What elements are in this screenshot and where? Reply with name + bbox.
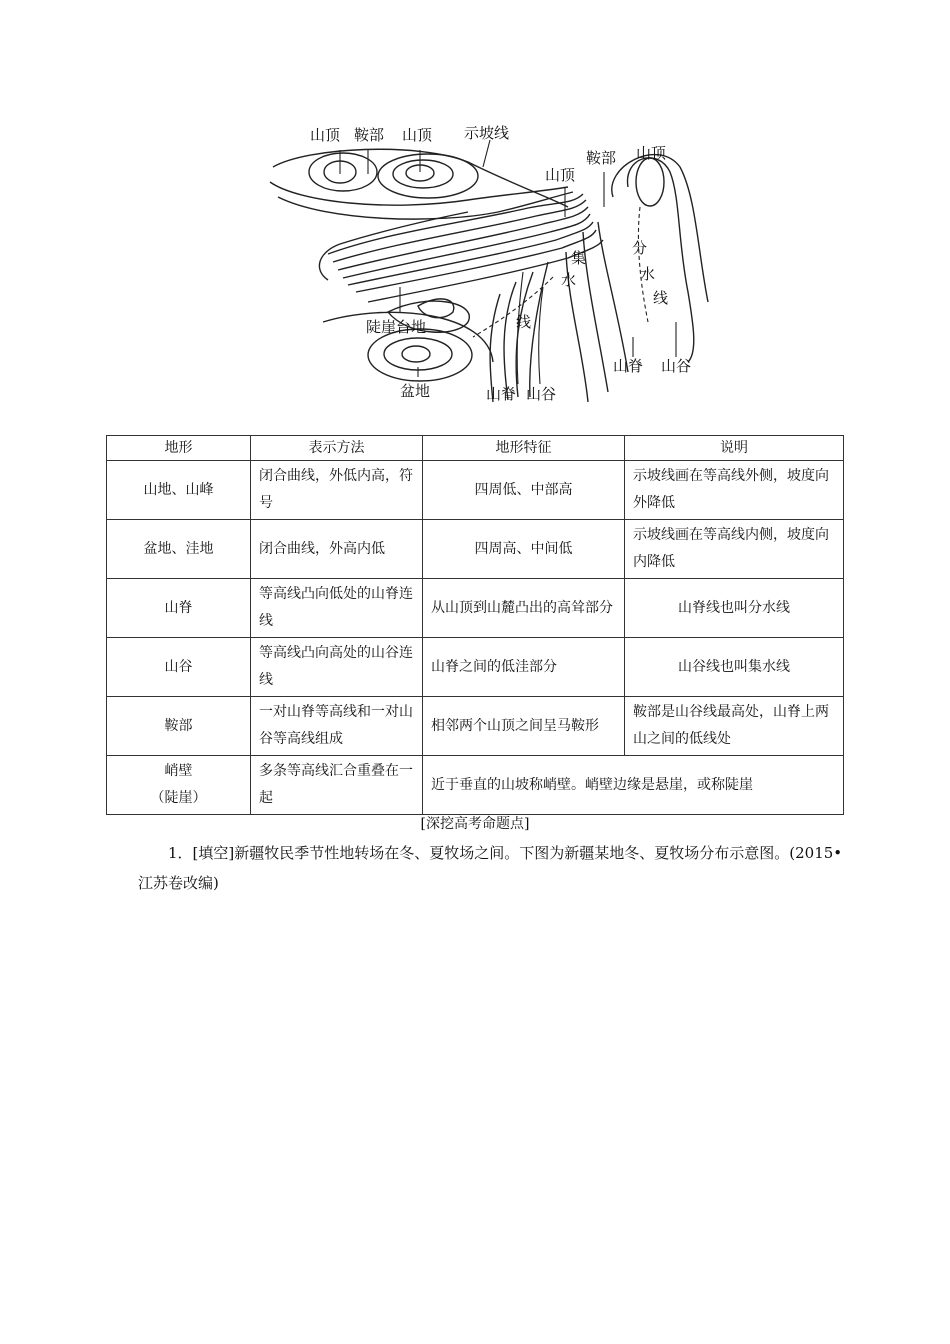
label-collect-1: 集 <box>571 249 587 267</box>
table-row <box>107 697 844 756</box>
terrain-cell <box>107 756 251 815</box>
terrain-table <box>106 435 844 815</box>
table-row <box>107 756 844 815</box>
label-collect-2: 水 <box>561 271 577 289</box>
label-valley-bottom: 山谷 <box>526 385 557 403</box>
table-row <box>107 638 844 697</box>
label-cliff-terrace: 陡崖台地 <box>366 318 427 336</box>
label-ridge-bottom: 山脊 <box>486 385 517 403</box>
note-cell: 示坡线画在等高线外侧，坡度向外降低 <box>625 461 844 520</box>
label-slope-line: 示坡线 <box>464 124 510 142</box>
terrain-cell: 盆地、洼地 <box>107 520 251 579</box>
label-peak-3: 山顶 <box>545 166 576 184</box>
question-text: 1．[填空]新疆牧民季节性地转场在冬、夏牧场之间。下图为新疆某地冬、夏牧场分布示意图。(2015•江苏卷改编) <box>138 844 843 892</box>
terrain-line: （陡崖） <box>150 790 207 806</box>
table-row <box>107 461 844 520</box>
label-divide-2: 水 <box>640 265 656 283</box>
method-cell: 等高线凸向高处的山谷连线 <box>251 638 423 697</box>
header-cell: 说明 <box>625 436 844 461</box>
header-cell: 地形 <box>107 436 251 461</box>
label-saddle-1: 鞍部 <box>354 126 385 144</box>
label-ridge-right: 山脊 <box>613 357 644 375</box>
label-divide-1: 分 <box>632 239 648 257</box>
feature-cell: 从山顶到山麓凸出的高耸部分 <box>423 579 625 638</box>
feature-cell: 山脊之间的低洼部分 <box>423 638 625 697</box>
label-peak-4: 山顶 <box>636 144 667 162</box>
note-cell: 山谷线也叫集水线 <box>625 638 844 697</box>
label-divide-3: 线 <box>653 289 669 307</box>
header-cell: 表示方法 <box>251 436 423 461</box>
note-cell: 鞍部是山谷线最高处，山脊上两山之间的低线处 <box>625 697 844 756</box>
header-cell: 地形特征 <box>423 436 625 461</box>
label-basin: 盆地 <box>400 382 431 400</box>
merged-description-cell: 近于垂直的山坡称峭壁。峭壁边缘是悬崖，或称陡崖 <box>423 756 844 815</box>
note-cell: 示坡线画在等高线内侧，坡度向内降低 <box>625 520 844 579</box>
label-collect-3: 线 <box>516 313 532 331</box>
table-row <box>107 579 844 638</box>
table-row <box>107 520 844 579</box>
method-cell: 闭合曲线，外高内低 <box>251 520 423 579</box>
feature-cell: 四周低、中部高 <box>423 461 625 520</box>
label-saddle-2: 鞍部 <box>586 149 617 167</box>
method-cell: 闭合曲线，外低内高，符号 <box>251 461 423 520</box>
label-valley-right: 山谷 <box>661 357 692 375</box>
terrain-line: 峭壁 <box>164 763 193 779</box>
question-block <box>138 838 850 898</box>
section-caption: [深挖高考命题点] <box>420 816 530 832</box>
terrain-cell: 山地、山峰 <box>107 461 251 520</box>
method-cell: 多条等高线汇合重叠在一起 <box>251 756 423 815</box>
terrain-cell: 山脊 <box>107 579 251 638</box>
method-cell: 一对山脊等高线和一对山谷等高线组成 <box>251 697 423 756</box>
terrain-cell: 鞍部 <box>107 697 251 756</box>
method-cell: 等高线凸向低处的山脊连线 <box>251 579 423 638</box>
contour-terrain-figure <box>268 112 718 404</box>
label-peak-1: 山顶 <box>310 126 341 144</box>
table-header-row <box>107 436 844 461</box>
feature-cell: 相邻两个山顶之间呈马鞍形 <box>423 697 625 756</box>
note-cell: 山脊线也叫分水线 <box>625 579 844 638</box>
feature-cell: 四周高、中间低 <box>423 520 625 579</box>
label-peak-2: 山顶 <box>402 126 433 144</box>
terrain-cell: 山谷 <box>107 638 251 697</box>
